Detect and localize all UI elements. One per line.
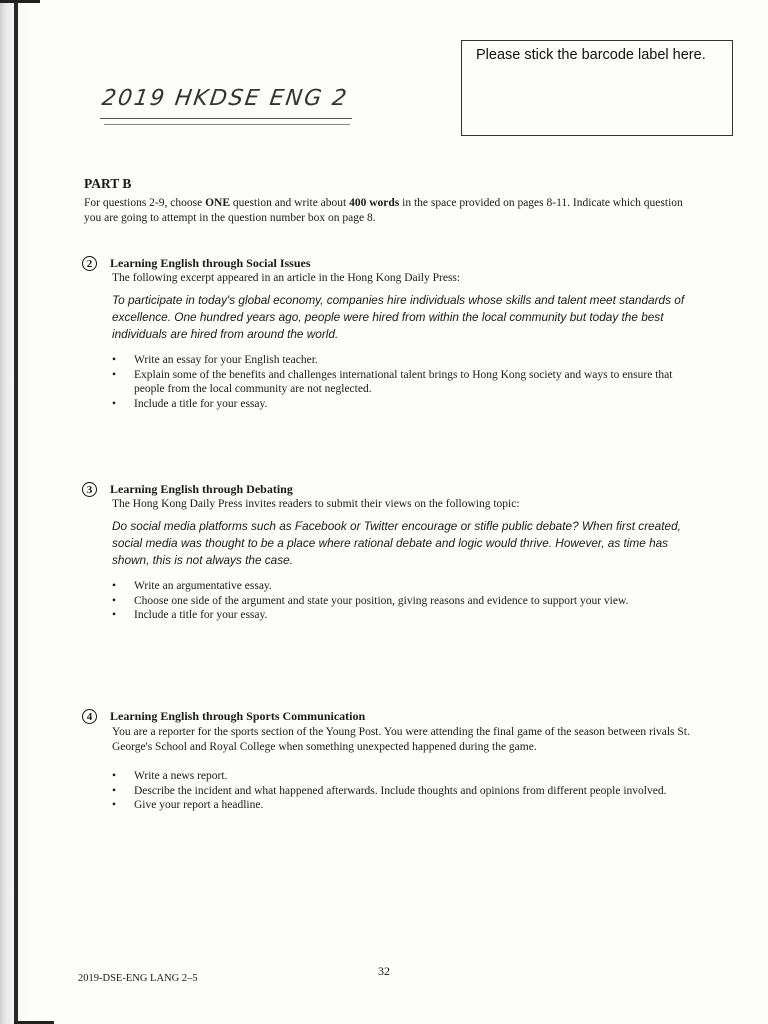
question-intro: The following excerpt appeared in an article in the Hong Kong Daily Press: [112, 272, 461, 284]
question-quote: Do social media platforms such as Facebook or Twitter encourage or stifle public debate? When first created, social media was thought to be a place where rational debate and logic would thrive. However, as time has shown, this is not always the case. [112, 519, 681, 567]
question-title: Learning English through Social Issues [110, 256, 311, 270]
question-intro: You are a reporter for the sports section of the Young Post. You were attending the final game of the season between rivals St. George's School and Royal College when something unexpected happened during the game. [112, 726, 690, 753]
part-title: PART B [84, 176, 132, 191]
task-item: • Include a title for your essay. [112, 397, 694, 412]
task-item: • Write an argumentative essay. [112, 579, 694, 594]
question-intro: The Hong Kong Daily Press invites readers to submit their views on the following topic: [112, 498, 520, 510]
task-list [112, 579, 702, 623]
binding-edge [14, 0, 18, 1024]
question-number-circle: 2 [82, 256, 97, 271]
handwritten-note: 2019 HKDSE ENG 2 [100, 86, 350, 111]
task-item: • Describe the incident and what happened afterwards. Include thoughts and opinions from different people involved. [112, 784, 694, 799]
task-item: • Explain some of the benefits and challenges international talent brings to Hong Kong society and ways to ensure that people from the local community are not neglected. [112, 368, 694, 397]
task-item: • Include a title for your essay. [112, 608, 694, 623]
question-4 [82, 709, 702, 813]
barcode-label-box [461, 40, 733, 136]
task-list [112, 353, 702, 411]
question-number-circle: 3 [82, 482, 97, 497]
handwritten-underline [100, 118, 352, 120]
barcode-label-text: Please stick the barcode label here. [476, 47, 706, 63]
question-3 [82, 482, 702, 623]
task-item: • Write a news report. [112, 769, 694, 784]
task-item: • Give your report a headline. [112, 798, 694, 813]
task-list [112, 769, 702, 813]
question-number-circle: 4 [82, 709, 97, 724]
task-item: • Write an essay for your English teacher. [112, 353, 694, 368]
handwritten-underline-2 [104, 124, 350, 126]
question-2 [82, 256, 702, 411]
task-item: • Choose one side of the argument and state your position, giving reasons and evidence to support your view. [112, 594, 694, 609]
question-quote: To participate in today's global economy, companies hire individuals whose skills and talent meet standards of excellence. One hundred years ago, people were hired from within the local community but today the best individuals are hired from around the world. [112, 293, 685, 341]
question-title: Learning English through Sports Communication [110, 709, 366, 723]
part-instructions: For questions 2-9, choose ONE question and write about 400 words in the space provided on pages 8-11. Indicate which question you are going to attempt in the question number box on page 8. [84, 197, 683, 224]
corner-mark [0, 0, 40, 16]
question-title: Learning English through Debating [110, 482, 293, 496]
page-number: 32 [378, 964, 390, 978]
footer-paper-code: 2019-DSE-ENG LANG 2–5 [78, 973, 198, 984]
